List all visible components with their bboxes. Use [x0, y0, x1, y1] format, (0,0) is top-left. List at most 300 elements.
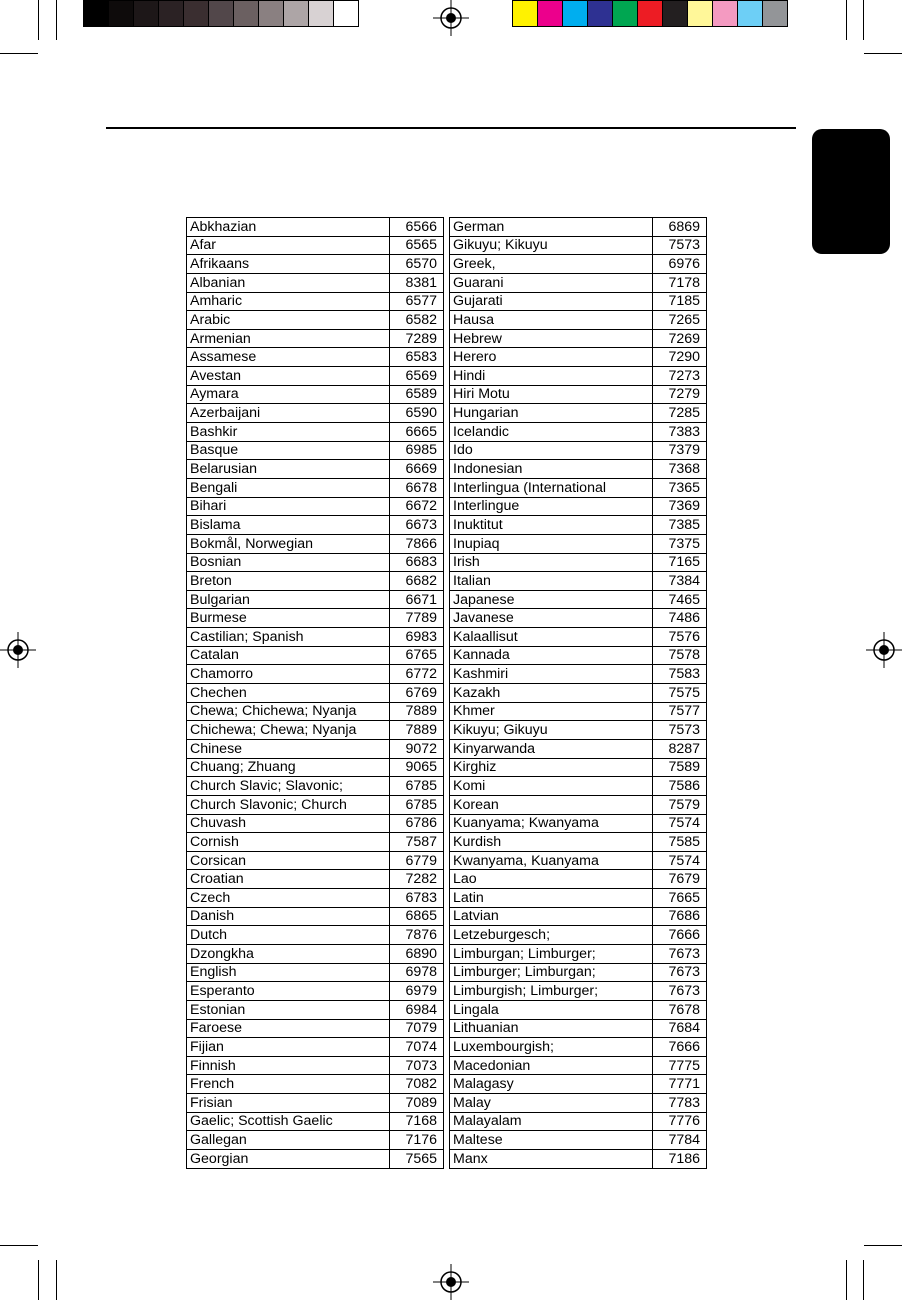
table-row	[450, 236, 707, 255]
crop-mark	[864, 53, 902, 54]
language-code: 6976	[653, 255, 707, 274]
table-row	[450, 572, 707, 591]
table-row	[450, 1056, 707, 1075]
language-name: French	[187, 1075, 390, 1094]
language-code: 7574	[653, 851, 707, 870]
language-name: Kikuyu; Gikuyu	[450, 721, 653, 740]
gray-swatch	[258, 0, 284, 27]
language-code: 6565	[390, 236, 444, 255]
language-code: 6582	[390, 311, 444, 330]
language-code: 7587	[390, 833, 444, 852]
language-code: 7574	[653, 814, 707, 833]
language-name: Chuang; Zhuang	[187, 758, 390, 777]
language-name: Bihari	[187, 497, 390, 516]
language-name: English	[187, 963, 390, 982]
language-name: Herero	[450, 348, 653, 367]
language-name: Korean	[450, 795, 653, 814]
color-swatch	[762, 0, 788, 27]
language-name: Avestan	[187, 367, 390, 386]
table-row	[450, 944, 707, 963]
language-name: Church Slavic; Slavonic;	[187, 777, 390, 796]
language-code: 7365	[653, 478, 707, 497]
language-code: 6785	[390, 795, 444, 814]
language-name: Breton	[187, 572, 390, 591]
table-row	[450, 702, 707, 721]
language-name: Maltese	[450, 1131, 653, 1150]
language-code: 7269	[653, 329, 707, 348]
table-row	[187, 851, 444, 870]
language-code: 7586	[653, 777, 707, 796]
language-name: Bokmål, Norwegian	[187, 534, 390, 553]
language-code: 7784	[653, 1131, 707, 1150]
language-name: Finnish	[187, 1056, 390, 1075]
language-code: 7285	[653, 404, 707, 423]
table-row	[187, 982, 444, 1001]
table-row	[450, 1112, 707, 1131]
table-row	[450, 1038, 707, 1057]
language-name: Kazakh	[450, 684, 653, 703]
language-name: Lithuanian	[450, 1019, 653, 1038]
language-code: 7783	[653, 1094, 707, 1113]
language-code: 7074	[390, 1038, 444, 1057]
color-swatch	[737, 0, 763, 27]
table-row	[187, 833, 444, 852]
language-code: 7578	[653, 646, 707, 665]
table-row	[450, 478, 707, 497]
language-code: 7666	[653, 926, 707, 945]
gray-swatch	[108, 0, 134, 27]
language-name: Georgian	[187, 1150, 390, 1169]
language-name: Castilian; Spanish	[187, 628, 390, 647]
language-code: 7176	[390, 1131, 444, 1150]
table-row	[187, 1019, 444, 1038]
language-code-table-right	[449, 217, 707, 1169]
language-name: Greek,	[450, 255, 653, 274]
language-code: 6589	[390, 385, 444, 404]
language-code: 6983	[390, 628, 444, 647]
table-row	[450, 367, 707, 386]
language-code: 6683	[390, 553, 444, 572]
language-name: Javanese	[450, 609, 653, 628]
crop-mark	[56, 1260, 57, 1300]
language-name: Azerbaijani	[187, 404, 390, 423]
language-code: 6865	[390, 907, 444, 926]
language-code: 6669	[390, 460, 444, 479]
language-name: Faroese	[187, 1019, 390, 1038]
table-row	[187, 665, 444, 684]
language-code: 6985	[390, 441, 444, 460]
language-code: 6765	[390, 646, 444, 665]
table-row	[187, 478, 444, 497]
crop-mark	[38, 1260, 39, 1300]
language-name: Letzeburgesch;	[450, 926, 653, 945]
color-swatch	[537, 0, 563, 27]
table-row	[450, 665, 707, 684]
language-name: Luxembourgish;	[450, 1038, 653, 1057]
language-name: Cornish	[187, 833, 390, 852]
language-code: 7866	[390, 534, 444, 553]
language-name: Croatian	[187, 870, 390, 889]
language-code: 7573	[653, 721, 707, 740]
table-row	[450, 646, 707, 665]
language-code: 6583	[390, 348, 444, 367]
table-row	[450, 553, 707, 572]
language-code: 7290	[653, 348, 707, 367]
language-name: Albanian	[187, 273, 390, 292]
table-row	[187, 889, 444, 908]
table-row	[187, 572, 444, 591]
table-row	[450, 833, 707, 852]
language-name: Hebrew	[450, 329, 653, 348]
table-row	[187, 590, 444, 609]
language-name: Hungarian	[450, 404, 653, 423]
language-code: 7368	[653, 460, 707, 479]
language-name: Japanese	[450, 590, 653, 609]
language-name: Bislama	[187, 516, 390, 535]
table-row	[187, 758, 444, 777]
table-row	[187, 628, 444, 647]
language-code: 7776	[653, 1112, 707, 1131]
table-row	[187, 870, 444, 889]
color-swatch	[562, 0, 588, 27]
language-name: Kannada	[450, 646, 653, 665]
table-row	[187, 441, 444, 460]
language-name: Lingala	[450, 1000, 653, 1019]
language-code: 7678	[653, 1000, 707, 1019]
language-code-table-left	[186, 217, 444, 1169]
language-code: 6779	[390, 851, 444, 870]
table-row	[187, 311, 444, 330]
table-row	[450, 255, 707, 274]
language-code: 7666	[653, 1038, 707, 1057]
language-name: Danish	[187, 907, 390, 926]
language-code: 7185	[653, 292, 707, 311]
table-row	[187, 907, 444, 926]
table-row	[187, 926, 444, 945]
language-name: Icelandic	[450, 423, 653, 442]
language-name: Limburgan; Limburger;	[450, 944, 653, 963]
table-row	[450, 721, 707, 740]
language-code: 7379	[653, 441, 707, 460]
language-name: German	[450, 218, 653, 237]
language-name: Corsican	[187, 851, 390, 870]
language-name: Catalan	[187, 646, 390, 665]
language-code: 7583	[653, 665, 707, 684]
language-name: Kwanyama, Kuanyama	[450, 851, 653, 870]
language-code: 7486	[653, 609, 707, 628]
table-row	[187, 292, 444, 311]
language-code: 7073	[390, 1056, 444, 1075]
color-bar	[512, 0, 787, 27]
language-name: Guarani	[450, 273, 653, 292]
color-swatch	[512, 0, 538, 27]
language-name: Interlingua (International	[450, 478, 653, 497]
language-code: 6678	[390, 478, 444, 497]
gray-swatch	[183, 0, 209, 27]
language-code: 7579	[653, 795, 707, 814]
gray-swatch	[158, 0, 184, 27]
registration-mark-icon	[433, 0, 469, 36]
table-row	[187, 963, 444, 982]
language-name: Gujarati	[450, 292, 653, 311]
language-name: Gikuyu; Kikuyu	[450, 236, 653, 255]
language-code: 6769	[390, 684, 444, 703]
language-code: 7775	[653, 1056, 707, 1075]
language-code: 7465	[653, 590, 707, 609]
language-code: 6671	[390, 590, 444, 609]
language-code: 7889	[390, 721, 444, 740]
table-row	[187, 684, 444, 703]
language-name: Burmese	[187, 609, 390, 628]
table-row	[187, 795, 444, 814]
table-row	[450, 497, 707, 516]
language-name: Kashmiri	[450, 665, 653, 684]
language-name: Afrikaans	[187, 255, 390, 274]
table-row	[450, 292, 707, 311]
language-name: Kinyarwanda	[450, 739, 653, 758]
language-code: 6682	[390, 572, 444, 591]
table-row	[187, 553, 444, 572]
crop-mark	[846, 1260, 847, 1300]
crop-mark	[56, 0, 57, 40]
language-code: 7383	[653, 423, 707, 442]
language-code: 7282	[390, 870, 444, 889]
language-name: Frisian	[187, 1094, 390, 1113]
table-row	[450, 1150, 707, 1169]
language-name: Inuktitut	[450, 516, 653, 535]
language-code: 7385	[653, 516, 707, 535]
table-row	[450, 851, 707, 870]
language-name: Fijian	[187, 1038, 390, 1057]
table-row	[187, 534, 444, 553]
table-row	[450, 1000, 707, 1019]
table-row	[187, 1000, 444, 1019]
language-name: Gaelic; Scottish Gaelic	[187, 1112, 390, 1131]
table-row	[187, 367, 444, 386]
language-code: 7165	[653, 553, 707, 572]
color-swatch	[637, 0, 663, 27]
language-code: 7573	[653, 236, 707, 255]
language-name: Church Slavonic; Church	[187, 795, 390, 814]
table-row	[187, 273, 444, 292]
language-name: Ido	[450, 441, 653, 460]
gray-swatch	[208, 0, 234, 27]
language-code: 7673	[653, 982, 707, 1001]
language-name: Italian	[450, 572, 653, 591]
language-code: 7589	[653, 758, 707, 777]
table-row	[187, 1131, 444, 1150]
table-row	[187, 1112, 444, 1131]
table-row	[450, 926, 707, 945]
table-row	[450, 218, 707, 237]
table-row	[450, 1094, 707, 1113]
section-tab	[812, 129, 890, 254]
language-code: 8381	[390, 273, 444, 292]
language-name: Malayalam	[450, 1112, 653, 1131]
table-row	[450, 590, 707, 609]
language-code: 6566	[390, 218, 444, 237]
language-code: 6785	[390, 777, 444, 796]
language-code: 7575	[653, 684, 707, 703]
language-code: 7684	[653, 1019, 707, 1038]
language-name: Kurdish	[450, 833, 653, 852]
language-name: Bengali	[187, 478, 390, 497]
gray-swatch	[133, 0, 159, 27]
language-name: Hausa	[450, 311, 653, 330]
language-code: 6673	[390, 516, 444, 535]
header-rule	[106, 127, 796, 129]
language-code: 6984	[390, 1000, 444, 1019]
language-code: 7665	[653, 889, 707, 908]
table-row	[450, 404, 707, 423]
gray-swatch	[233, 0, 259, 27]
table-row	[450, 441, 707, 460]
language-name: Bashkir	[187, 423, 390, 442]
language-name: Arabic	[187, 311, 390, 330]
language-name: Dzongkha	[187, 944, 390, 963]
language-code: 9065	[390, 758, 444, 777]
language-name: Estonian	[187, 1000, 390, 1019]
language-name: Aymara	[187, 385, 390, 404]
crop-mark	[863, 0, 864, 40]
table-row	[187, 1150, 444, 1169]
language-code: 6786	[390, 814, 444, 833]
table-row	[450, 870, 707, 889]
table-row	[450, 758, 707, 777]
language-name: Inupiaq	[450, 534, 653, 553]
table-row	[187, 329, 444, 348]
table-row	[187, 348, 444, 367]
table-row	[450, 273, 707, 292]
language-code: 7265	[653, 311, 707, 330]
table-row	[187, 609, 444, 628]
table-row	[450, 385, 707, 404]
table-row	[450, 609, 707, 628]
color-swatch	[587, 0, 613, 27]
language-code: 6569	[390, 367, 444, 386]
language-code: 7089	[390, 1094, 444, 1113]
language-name: Khmer	[450, 702, 653, 721]
table-row	[187, 385, 444, 404]
language-name: Kirghiz	[450, 758, 653, 777]
table-row	[450, 889, 707, 908]
language-name: Esperanto	[187, 982, 390, 1001]
language-code: 7384	[653, 572, 707, 591]
gray-swatch	[333, 0, 359, 27]
table-row	[450, 311, 707, 330]
table-row	[450, 1075, 707, 1094]
language-code: 7771	[653, 1075, 707, 1094]
language-code: 7273	[653, 367, 707, 386]
language-name: Komi	[450, 777, 653, 796]
language-name: Malagasy	[450, 1075, 653, 1094]
language-code: 7889	[390, 702, 444, 721]
crop-mark	[0, 1245, 38, 1246]
language-name: Latin	[450, 889, 653, 908]
language-name: Malay	[450, 1094, 653, 1113]
table-row	[187, 1094, 444, 1113]
table-row	[450, 907, 707, 926]
language-code: 6672	[390, 497, 444, 516]
language-code: 7289	[390, 329, 444, 348]
table-row	[187, 218, 444, 237]
language-code: 7168	[390, 1112, 444, 1131]
color-swatch	[662, 0, 688, 27]
registration-mark-icon	[433, 1264, 469, 1300]
language-name: Kuanyama; Kwanyama	[450, 814, 653, 833]
table-row	[450, 460, 707, 479]
crop-mark	[846, 0, 847, 40]
table-row	[450, 516, 707, 535]
table-row	[450, 1019, 707, 1038]
language-code: 6577	[390, 292, 444, 311]
language-name: Armenian	[187, 329, 390, 348]
language-name: Assamese	[187, 348, 390, 367]
table-row	[450, 423, 707, 442]
language-code: 7577	[653, 702, 707, 721]
language-name: Belarusian	[187, 460, 390, 479]
language-name: Latvian	[450, 907, 653, 926]
table-row	[187, 702, 444, 721]
table-row	[450, 777, 707, 796]
language-name: Lao	[450, 870, 653, 889]
table-row	[450, 739, 707, 758]
table-row	[187, 646, 444, 665]
table-row	[450, 1131, 707, 1150]
language-name: Amharic	[187, 292, 390, 311]
table-row	[187, 944, 444, 963]
table-row	[187, 1075, 444, 1094]
grayscale-bar	[83, 0, 358, 27]
table-row	[450, 982, 707, 1001]
color-swatch	[712, 0, 738, 27]
language-code: 7186	[653, 1150, 707, 1169]
table-row	[450, 963, 707, 982]
language-name: Irish	[450, 553, 653, 572]
table-row	[187, 814, 444, 833]
gray-swatch	[283, 0, 309, 27]
crop-mark	[864, 1245, 902, 1246]
crop-mark	[0, 53, 38, 54]
language-code: 6772	[390, 665, 444, 684]
registration-mark-icon	[866, 632, 902, 668]
language-name: Czech	[187, 889, 390, 908]
table-row	[450, 684, 707, 703]
language-name: Interlingue	[450, 497, 653, 516]
table-row	[450, 329, 707, 348]
language-name: Chechen	[187, 684, 390, 703]
language-code: 7279	[653, 385, 707, 404]
language-name: Basque	[187, 441, 390, 460]
table-row	[187, 404, 444, 423]
language-name: Limburgish; Limburger;	[450, 982, 653, 1001]
language-name: Chewa; Chichewa; Nyanja	[187, 702, 390, 721]
table-row	[187, 497, 444, 516]
registration-mark-icon	[0, 632, 36, 668]
language-code: 6890	[390, 944, 444, 963]
language-name: Dutch	[187, 926, 390, 945]
language-name: Afar	[187, 236, 390, 255]
gray-swatch	[83, 0, 109, 27]
table-row	[450, 795, 707, 814]
table-row	[450, 814, 707, 833]
language-name: Hiri Motu	[450, 385, 653, 404]
language-code: 7686	[653, 907, 707, 926]
language-code: 7789	[390, 609, 444, 628]
table-row	[187, 255, 444, 274]
language-name: Hindi	[450, 367, 653, 386]
table-row	[187, 236, 444, 255]
